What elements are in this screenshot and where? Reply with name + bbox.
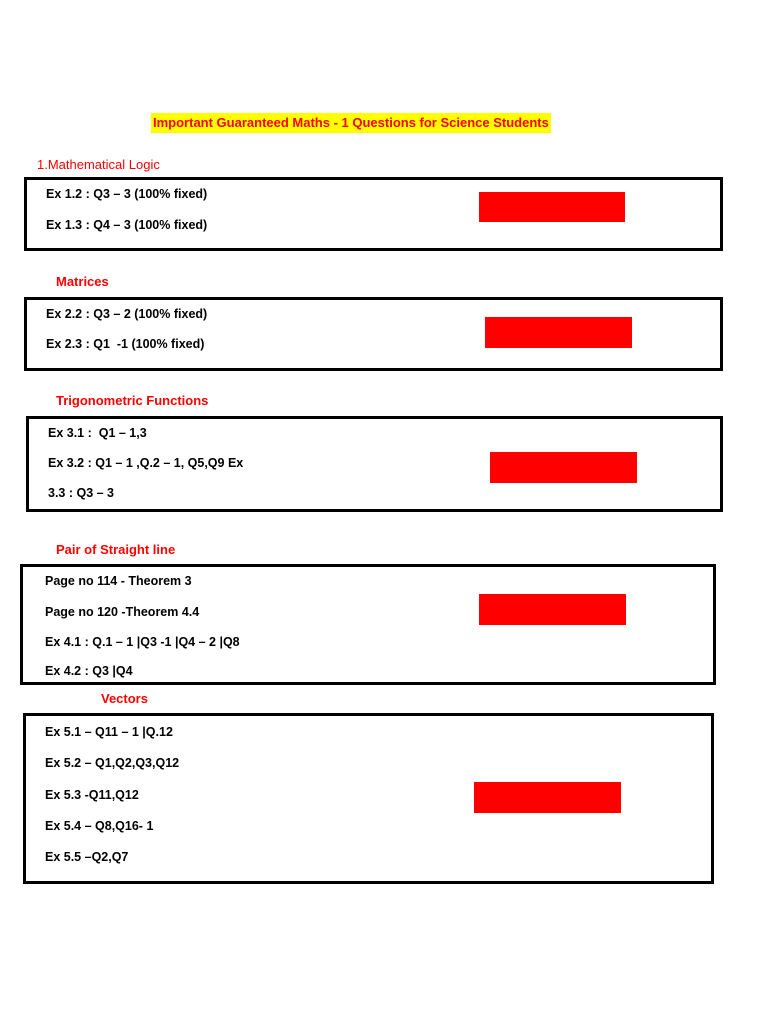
question-line: Ex 4.1 : Q.1 – 1 |Q3 -1 |Q4 – 2 |Q8 — [45, 635, 240, 649]
section-box-trigonometric-functions — [26, 416, 723, 512]
section-heading-vectors: Vectors — [101, 691, 148, 706]
question-line: Ex 1.3 : Q4 – 3 (100% fixed) — [46, 218, 208, 232]
redaction-block — [485, 317, 632, 348]
question-line: Ex 3.2 : Q1 – 1 ,Q.2 – 1, Q5,Q9 Ex — [48, 456, 244, 470]
redaction-block — [479, 594, 626, 625]
question-line: Ex 3.1 : Q1 – 1,3 — [48, 426, 147, 440]
question-line: Ex 5.5 –Q2,Q7 — [45, 850, 129, 864]
question-line: Ex 5.2 – Q1,Q2,Q3,Q12 — [45, 756, 180, 770]
question-line: Ex 2.2 : Q3 – 2 (100% fixed) — [46, 307, 208, 321]
question-line: Page no 120 -Theorem 4.4 — [45, 605, 200, 619]
question-line: Ex 5.3 -Q11,Q12 — [45, 788, 139, 802]
section-heading-mathematical-logic: 1.Mathematical Logic — [37, 157, 160, 172]
section-box-matrices — [24, 297, 723, 371]
redaction-block — [479, 192, 625, 222]
section-box-mathematical-logic — [24, 177, 723, 251]
question-line: Ex 5.4 – Q8,Q16- 1 — [45, 819, 154, 833]
redaction-block — [490, 452, 637, 483]
question-line: Ex 4.2 : Q3 |Q4 — [45, 664, 133, 678]
page-title: Important Guaranteed Maths - 1 Questions for Science Students — [151, 113, 551, 133]
question-line: Ex 5.1 – Q11 – 1 |Q.12 — [45, 725, 173, 739]
question-line: Ex 1.2 : Q3 – 3 (100% fixed) — [46, 187, 208, 201]
redaction-block — [474, 782, 621, 813]
section-box-pair-of-straight-line — [20, 564, 716, 685]
question-line: Ex 2.3 : Q1 -1 (100% fixed) — [46, 337, 205, 351]
section-heading-matrices: Matrices — [56, 274, 109, 289]
section-heading-pair-of-straight-line: Pair of Straight line — [56, 542, 176, 557]
section-heading-trigonometric-functions: Trigonometric Functions — [56, 393, 209, 408]
question-line: Page no 114 - Theorem 3 — [45, 574, 192, 588]
section-box-vectors — [23, 713, 714, 884]
question-line: 3.3 : Q3 – 3 — [48, 486, 115, 500]
